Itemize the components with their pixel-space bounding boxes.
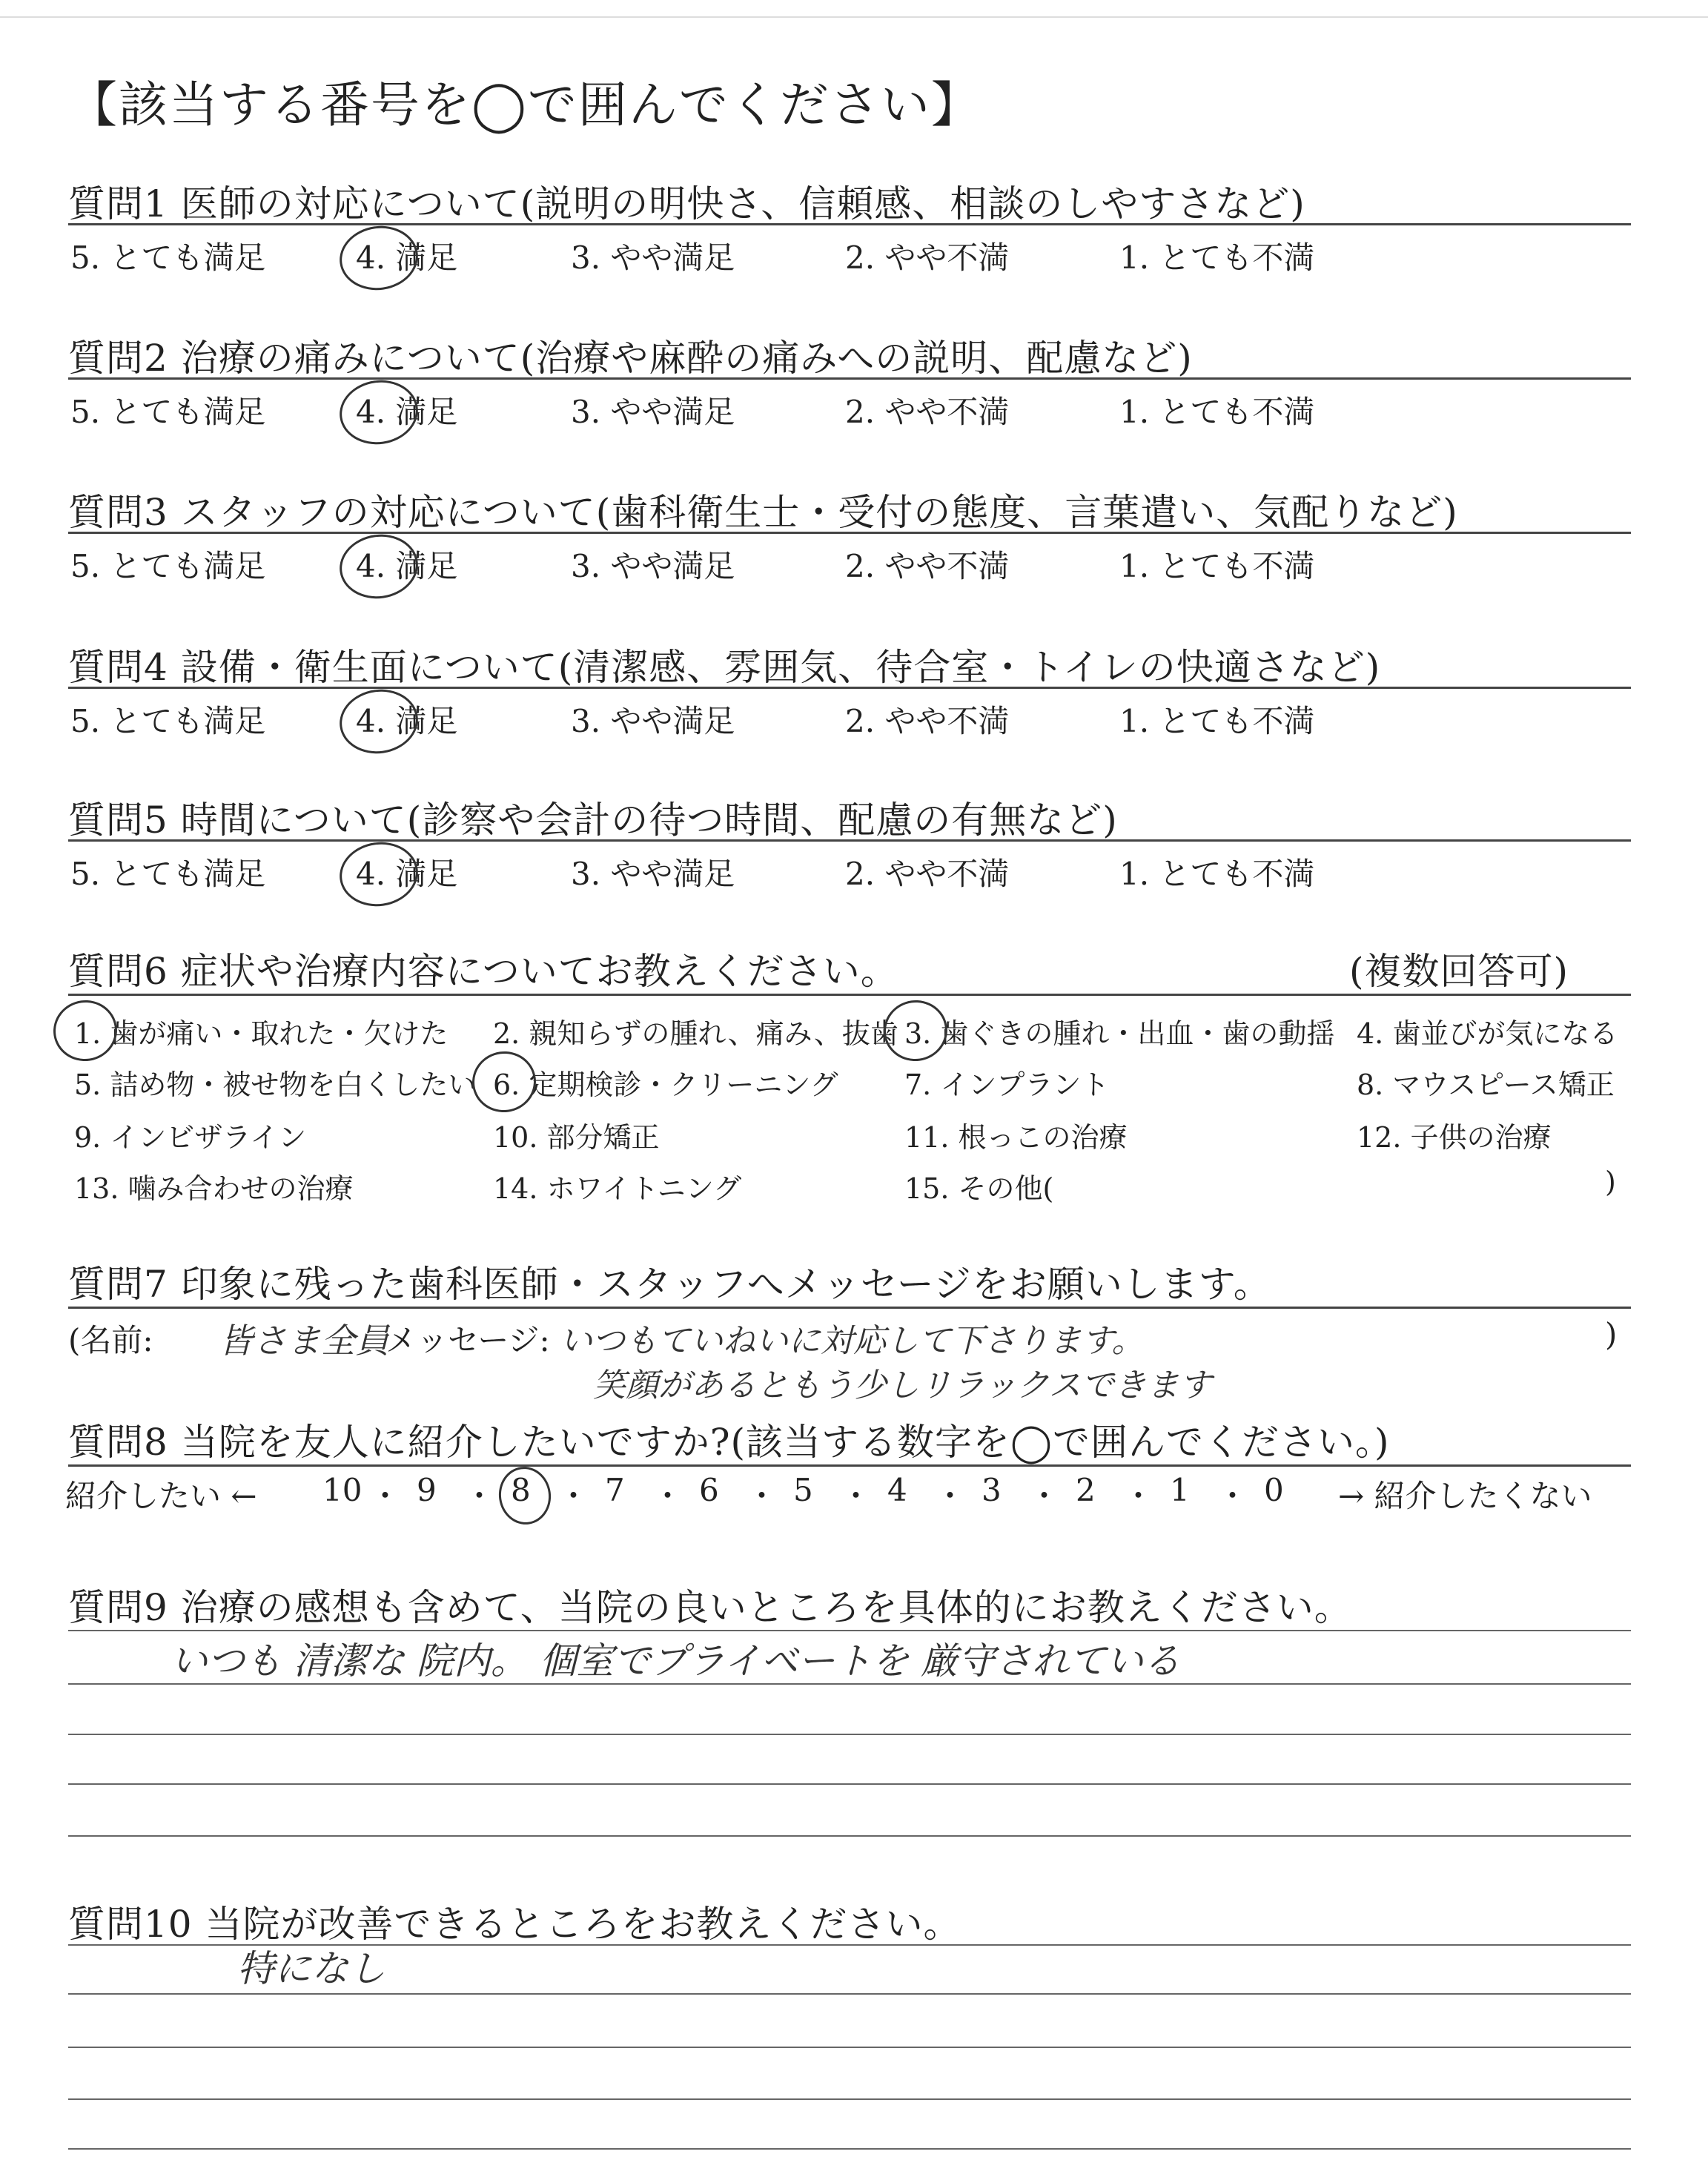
q6-selection-circle-1 [50, 996, 122, 1065]
q8-left-label: 紹介したい ← [65, 1478, 257, 1514]
q8-value-10[interactable]: 10 [322, 1472, 363, 1508]
q8-separator: ・ [840, 1478, 872, 1514]
q8-value-9[interactable]: 9 [417, 1472, 437, 1508]
q6-selection-circle-6 [469, 1047, 540, 1116]
q1-option-1[interactable]: 1. とても不満 [1119, 240, 1315, 276]
q8-value-0[interactable]: 0 [1264, 1472, 1284, 1508]
q9-rule-5 [68, 1835, 1631, 1837]
q5-option-3[interactable]: 3. やや満足 [571, 856, 735, 892]
q7-message-line-2[interactable]: 笑顔があるともう少しリラックスできます [593, 1367, 1212, 1404]
q3-option-1[interactable]: 1. とても不満 [1119, 548, 1315, 584]
q8-value-8[interactable]: 8 [511, 1472, 531, 1508]
q10-title: 質問10 当院が改善できるところをお教えください。 [68, 1903, 961, 1946]
q1-option-5[interactable]: 5. とても満足 [70, 240, 266, 276]
q8-separator: ・ [1122, 1478, 1154, 1514]
q6-option-15[interactable]: 15. その他( [904, 1172, 1054, 1205]
q6-option-2[interactable]: 2. 親知らずの腫れ、痛み、抜歯 [493, 1017, 898, 1050]
q6-selection-circle-3 [880, 996, 952, 1065]
q6-option-14[interactable]: 14. ホワイトニング [493, 1172, 742, 1205]
q8-right-label: → 紹介したくない [1338, 1478, 1592, 1514]
q4-option-5[interactable]: 5. とても満足 [70, 703, 266, 739]
q6-note: (複数回答可) [1349, 950, 1569, 993]
q1-option-4[interactable]: 4. 満足 [356, 240, 458, 276]
q2-option-5[interactable]: 5. とても満足 [70, 394, 266, 430]
q7-name-value[interactable]: 皆さま全員 [219, 1321, 389, 1361]
q7-rule [68, 1307, 1631, 1309]
q8-separator: ・ [369, 1478, 401, 1514]
q7-message-line-1[interactable]: いつもていねいに対応して下さります。 [560, 1322, 1145, 1360]
q10-rule-5 [68, 2148, 1631, 2150]
q10-rule-3 [68, 2047, 1631, 2048]
q5-title: 質問5 時間について(診察や会計の待つ時間、配慮の有無など) [68, 799, 1118, 842]
q6-option-11[interactable]: 11. 根っこの治療 [904, 1121, 1128, 1154]
q9-rule-3 [68, 1734, 1631, 1735]
q10-answer[interactable]: 特になし [237, 1947, 385, 1990]
q4-rule [68, 687, 1631, 689]
q2-rule [68, 377, 1631, 380]
q3-option-4[interactable]: 4. 満足 [356, 548, 458, 584]
q4-title: 質問4 設備・衛生面について(清潔感、雰囲気、待合室・トイレの快適さなど) [68, 646, 1381, 689]
q8-value-4[interactable]: 4 [887, 1472, 907, 1508]
q8-value-1[interactable]: 1 [1170, 1472, 1190, 1508]
q7-name-label: (名前: [68, 1322, 153, 1358]
q9-answer[interactable]: いつも 清潔な 院内。 個室でプライベートを 厳守されている [171, 1639, 1181, 1682]
q3-option-3[interactable]: 3. やや満足 [571, 548, 735, 584]
q6-option-4[interactable]: 4. 歯並びが気になる [1357, 1017, 1618, 1050]
q5-option-2[interactable]: 2. やや不満 [845, 856, 1010, 892]
q6-option-1[interactable]: 1. 歯が痛い・取れた・欠けた [74, 1017, 448, 1050]
q8-separator: ・ [557, 1478, 589, 1514]
q3-option-2[interactable]: 2. やや不満 [845, 548, 1010, 584]
q2-selection-circle [336, 375, 423, 449]
q9-rule-2 [68, 1683, 1631, 1685]
q8-value-3[interactable]: 3 [982, 1472, 1002, 1508]
q7-message-label: メッセージ: [385, 1322, 550, 1358]
q6-title: 質問6 症状や治療内容についてお教えください。 [68, 950, 898, 993]
q6-option-16[interactable]: ) [1605, 1166, 1616, 1198]
q8-value-2[interactable]: 2 [1076, 1472, 1096, 1508]
q8-title: 質問8 当院を友人に紹介したいですか?(該当する数字を◯で囲んでください。) [68, 1421, 1390, 1464]
q10-rule-2 [68, 1993, 1631, 1995]
q9-title: 質問9 治療の感想も含めて、当院の良いところを具体的にお教えください。 [68, 1586, 1352, 1629]
q8-separator: ・ [934, 1478, 966, 1514]
q8-separator: ・ [1217, 1478, 1248, 1514]
q6-option-5[interactable]: 5. 詰め物・被せ物を白くしたい [74, 1069, 477, 1101]
q2-option-2[interactable]: 2. やや不満 [845, 394, 1010, 430]
q3-rule [68, 532, 1631, 534]
q8-selection-circle [495, 1464, 555, 1528]
q8-separator: ・ [1028, 1478, 1060, 1514]
q6-option-7[interactable]: 7. インプラント [904, 1069, 1110, 1101]
q2-option-4[interactable]: 4. 満足 [356, 394, 458, 430]
q3-title: 質問3 スタッフの対応について(歯科衛生士・受付の態度、言葉遣い、気配りなど) [68, 491, 1458, 534]
q6-option-10[interactable]: 10. 部分矯正 [493, 1121, 660, 1154]
scan-top-edge [0, 16, 1708, 18]
q5-option-5[interactable]: 5. とても満足 [70, 856, 266, 892]
q2-option-3[interactable]: 3. やや満足 [571, 394, 735, 430]
q4-option-4[interactable]: 4. 満足 [356, 703, 458, 739]
q9-rule-4 [68, 1783, 1631, 1785]
q8-value-6[interactable]: 6 [699, 1472, 719, 1508]
q10-rule-4 [68, 2098, 1631, 2100]
q6-option-13[interactable]: 13. 噛み合わせの治療 [74, 1172, 354, 1205]
q5-selection-circle [336, 837, 423, 911]
q5-rule [68, 839, 1631, 842]
q8-separator: ・ [746, 1478, 778, 1514]
q8-value-7[interactable]: 7 [605, 1472, 625, 1508]
q8-separator: ・ [652, 1478, 683, 1514]
q1-rule [68, 223, 1631, 225]
q4-selection-circle [336, 684, 423, 759]
q6-option-9[interactable]: 9. インビザライン [74, 1121, 307, 1154]
q6-option-12[interactable]: 12. 子供の治療 [1357, 1121, 1552, 1154]
q8-rule [68, 1464, 1631, 1467]
q1-title: 質問1 医師の対応について(説明の明快さ、信頼感、相談のしやすさなど) [68, 182, 1305, 225]
q6-rule [68, 994, 1631, 996]
q2-title: 質問2 治療の痛みについて(治療や麻酔の痛みへの説明、配慮など) [68, 337, 1193, 380]
q5-option-4[interactable]: 4. 満足 [356, 856, 458, 892]
q4-option-2[interactable]: 2. やや不満 [845, 703, 1010, 739]
q6-option-6[interactable]: 6. 定期検診・クリーニング [493, 1069, 838, 1101]
q8-value-5[interactable]: 5 [793, 1472, 813, 1508]
q1-selection-circle [336, 221, 423, 295]
q5-option-1[interactable]: 1. とても不満 [1119, 856, 1315, 892]
instruction-heading: 【該当する番号を◯で囲んでください】 [68, 76, 982, 133]
q4-option-3[interactable]: 3. やや満足 [571, 703, 735, 739]
q7-close-paren: ) [1605, 1316, 1618, 1353]
q4-option-1[interactable]: 1. とても不満 [1119, 703, 1315, 739]
q3-selection-circle [336, 529, 423, 604]
q1-option-3[interactable]: 3. やや満足 [571, 240, 735, 276]
q3-option-5[interactable]: 5. とても満足 [70, 548, 266, 584]
q7-title: 質問7 印象に残った歯科医師・スタッフへメッセージをお願いします。 [68, 1263, 1271, 1306]
q6-option-3[interactable]: 3. 歯ぐきの腫れ・出血・歯の動揺 [904, 1017, 1335, 1050]
q6-option-8[interactable]: 8. マウスピース矯正 [1357, 1069, 1615, 1101]
q2-option-1[interactable]: 1. とても不満 [1119, 394, 1315, 430]
q1-option-2[interactable]: 2. やや不満 [845, 240, 1010, 276]
q8-separator: ・ [463, 1478, 495, 1514]
